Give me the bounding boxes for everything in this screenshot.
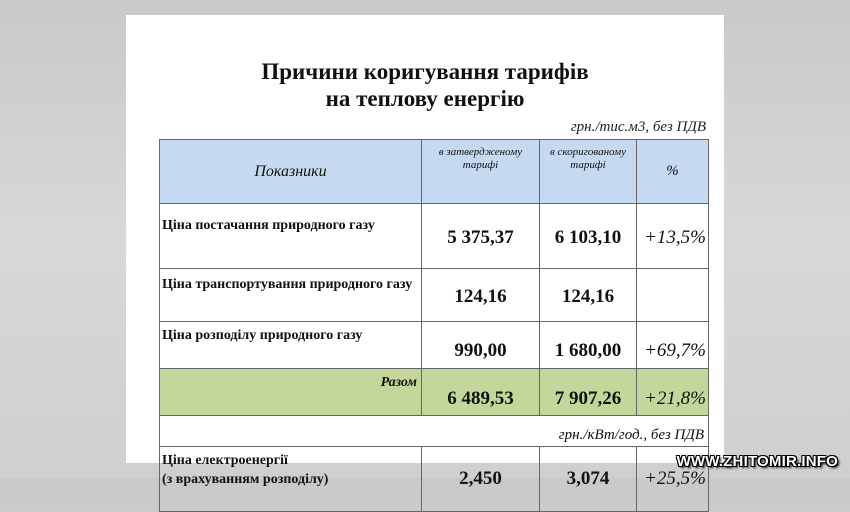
approved-value: 990,00 — [422, 322, 540, 369]
adjusted-value: 124,16 — [540, 269, 637, 322]
approved-value: 5 375,37 — [422, 204, 540, 269]
unit-electricity-label: грн./кВт/год., без ПДВ — [160, 416, 709, 447]
percent-value: +13,5% — [637, 204, 709, 269]
electricity-adjusted: 3,074 — [540, 447, 637, 512]
total-adjusted: 7 907,26 — [540, 369, 637, 416]
table-row — [160, 322, 709, 369]
approved-value: 124,16 — [422, 269, 540, 322]
electricity-row — [160, 447, 709, 512]
header-adjusted: в скоригованому тарифі — [540, 140, 637, 204]
table-row — [160, 204, 709, 269]
unit-row — [160, 416, 709, 447]
slide-subtitle: на теплову енергію — [325, 86, 525, 111]
table-row — [160, 269, 709, 322]
percent-value: +69,7% — [637, 322, 709, 369]
header-indicators: Показники — [160, 140, 422, 204]
table-header-row — [160, 140, 709, 204]
row-label: Ціна постачання природного газу — [160, 204, 422, 269]
total-row — [160, 369, 709, 416]
electricity-label — [160, 447, 422, 512]
row-label: Ціна транспортування природного газу — [160, 269, 422, 322]
site-watermark: WWW.ZHITOMIR.INFO — [676, 453, 838, 470]
total-label: Разом — [160, 369, 422, 416]
electricity-approved: 2,450 — [422, 447, 540, 512]
slide-title: Причини коригування тарифів — [261, 59, 589, 84]
adjusted-value: 1 680,00 — [540, 322, 637, 369]
tariff-table — [159, 139, 709, 512]
adjusted-value: 6 103,10 — [540, 204, 637, 269]
electricity-label-line2: (з врахуванням розподілу) — [162, 472, 329, 487]
slide — [126, 15, 724, 489]
percent-value — [637, 269, 709, 322]
electricity-label-line1: Ціна електроенергії — [162, 453, 288, 468]
header-percent: % — [637, 140, 709, 204]
header-approved: в затвердженому тарифі — [422, 140, 540, 204]
electricity-percent: +25,5% — [637, 447, 709, 512]
total-approved: 6 489,53 — [422, 369, 540, 416]
row-label: Ціна розподілу природного газу — [160, 322, 422, 369]
unit-gas-label: грн./тис.м3, без ПДВ — [570, 119, 706, 135]
total-percent: +21,8% — [637, 369, 709, 416]
